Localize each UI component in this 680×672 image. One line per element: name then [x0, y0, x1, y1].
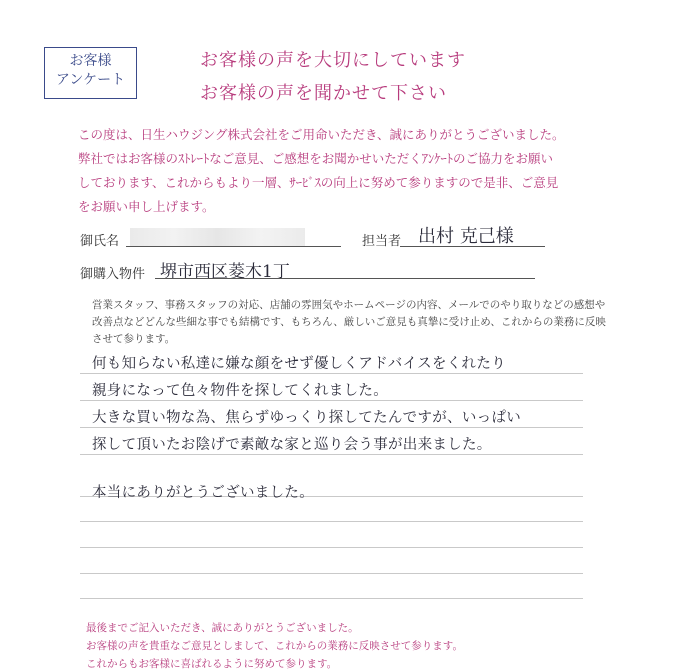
staff-value: 出村 克己様	[418, 226, 514, 247]
response-line-6: 本当にありがとうございました。	[92, 485, 314, 501]
staff-underline	[400, 246, 545, 247]
ruled-line	[80, 598, 583, 599]
staff-label: 担当者	[362, 234, 402, 249]
footer-line-3: これからもお客様に喜ばれるように努めて参ります。	[86, 658, 338, 670]
response-line-3: 大きな買い物な為、焦らずゆっくり探してたんですが、いっぱい	[92, 410, 522, 426]
badge-line-2: アンケート	[55, 72, 126, 88]
property-underline	[155, 278, 535, 279]
response-line-1: 何も知らない私達に嫌な顔をせず優しくアドバイスをくれたり	[92, 356, 506, 372]
intro-line-2: 弊社ではお客様のｽﾄﾚｰﾄなご意見、ご感想をお聞かせいただくｱﾝｹｰﾄのご協力をお願い	[78, 151, 554, 166]
ruled-line	[80, 400, 583, 401]
badge-line-1: お客様	[69, 53, 112, 69]
property-value: 堺市西区菱木1丁	[160, 262, 290, 282]
survey-badge	[44, 47, 137, 99]
property-label: 御購入物件	[80, 267, 146, 282]
ruled-line	[80, 573, 583, 574]
ruled-line	[80, 547, 583, 548]
headline-line-2: お客様の声を聞かせて下さい	[200, 83, 447, 104]
intro-line-3: しております、これからもより一層、ｻｰﾋﾞｽの向上に努めて参りますので是非、ご意見	[78, 175, 559, 190]
footer-line-1: 最後までご記入いただき、誠にありがとうございました。	[86, 622, 359, 634]
name-underline	[126, 246, 341, 247]
response-line-4: 探して頂いたお陰げで素敵な家と巡り会う事が出来ました。	[92, 437, 492, 453]
ruled-line	[80, 521, 583, 522]
intro-line-4: をお願い申し上げます。	[78, 199, 215, 214]
ruled-line	[80, 427, 583, 428]
intro-line-1: この度は、日生ハウジング株式会社をご用命いただき、誠にありがとうございました。	[78, 127, 565, 142]
guidance-line-1: 営業スタッフ、事務スタッフの対応、店舗の雰囲気やホームページの内容、メールでのやり取りなどの感想や	[92, 299, 606, 311]
response-line-2: 親身になって色々物件を探してくれました。	[92, 383, 388, 399]
redacted-name	[130, 228, 305, 246]
guidance-line-3: させて参ります。	[92, 333, 176, 345]
ruled-line	[80, 373, 583, 374]
name-label: 御氏名	[80, 234, 120, 249]
footer-line-2: お客様の声を貴重なご意見としまして、これからの業務に反映させて参ります。	[86, 640, 463, 652]
headline-line-1: お客様の声を大切にしています	[200, 50, 466, 71]
guidance-line-2: 改善点などどんな些細な事でも結構です、もちろん、厳しいご意見も真摯に受け止め、これからの業務に反映	[92, 316, 606, 328]
ruled-line	[80, 454, 583, 455]
